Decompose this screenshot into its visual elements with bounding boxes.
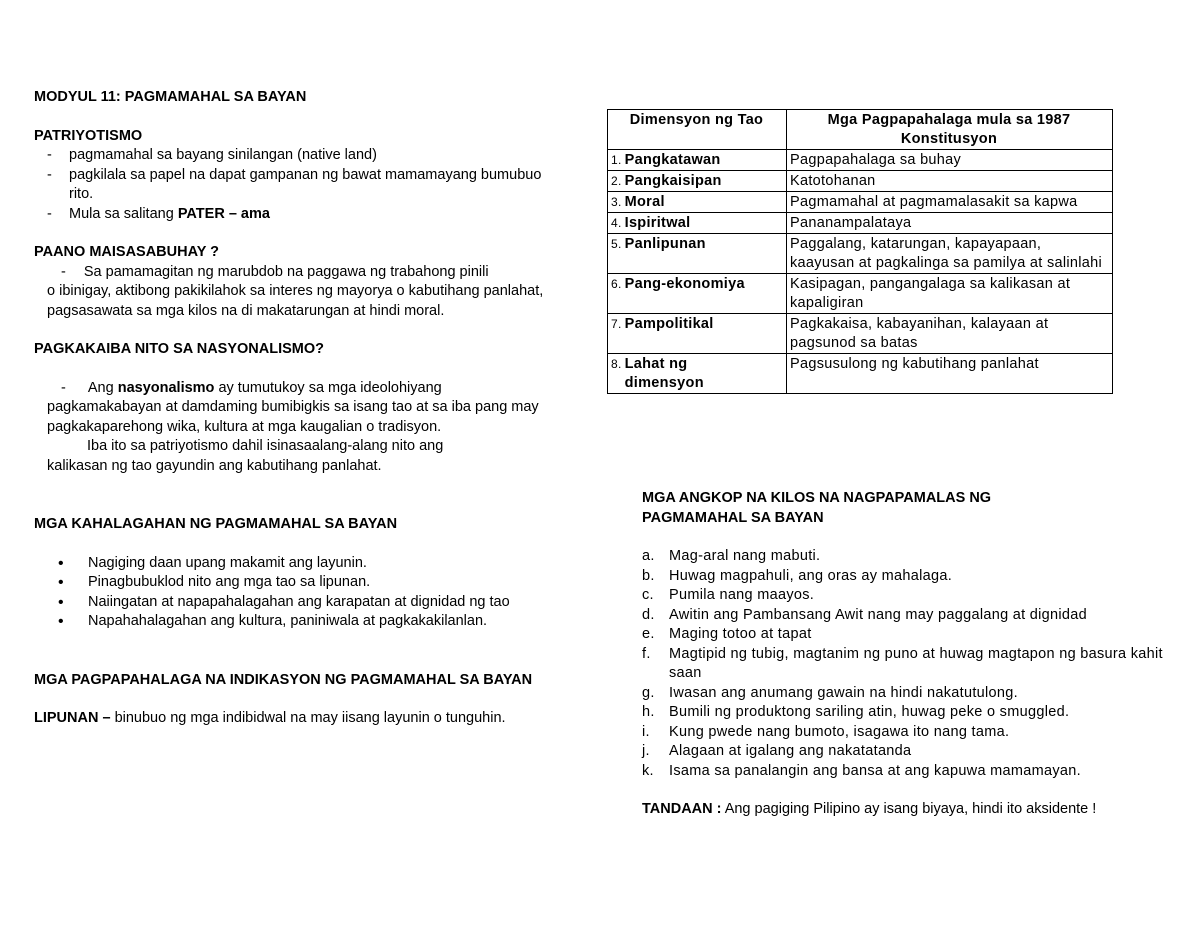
dash-marker: - bbox=[61, 263, 66, 280]
dimension-name: Pang-ekonomiya bbox=[624, 276, 745, 292]
row-number: 2. bbox=[611, 174, 622, 188]
list-item bbox=[34, 205, 564, 225]
list-item: - pagkilala sa papel na dapat gampanan ng bawat mamamayang bumubuo rito. bbox=[34, 166, 564, 205]
value-cell: Katotohanan bbox=[787, 171, 1113, 192]
dimension-cell bbox=[608, 274, 787, 314]
column-header: Dimensyon ng Tao bbox=[608, 110, 787, 150]
row-number: 4. bbox=[611, 216, 622, 230]
table-row bbox=[608, 171, 1113, 192]
list-text: Mag-aral nang mabuti. bbox=[669, 548, 821, 564]
list-marker: i. bbox=[642, 723, 650, 740]
list-item: - pagmamahal sa bayang sinilangan (native land) bbox=[34, 146, 564, 166]
list-text: Bumili ng produktong sariling atin, huwag peke o smuggled. bbox=[669, 704, 1070, 720]
values-heading: MGA PAGPAPAHALAGA NA INDIKASYON NG PAGMAMAHAL SA BAYAN bbox=[34, 671, 533, 688]
lipunan-text: binubuo ng mga indibidwal na may iisang layunin o tunguhin. bbox=[110, 710, 506, 726]
list-item: • Nagiging daan upang makamit ang layunin. bbox=[34, 554, 564, 574]
list-text: Maging totoo at tapat bbox=[669, 626, 812, 642]
row-number: 5. bbox=[611, 237, 622, 251]
right-column bbox=[642, 489, 1182, 820]
dimension-name: Moral bbox=[624, 194, 665, 210]
dimension-cell bbox=[608, 150, 787, 171]
dimension-name: Ispiritwal bbox=[624, 215, 691, 231]
table-row bbox=[608, 150, 1113, 171]
list-item bbox=[642, 684, 1182, 704]
dimension-name: Panlipunan bbox=[624, 236, 706, 252]
list-text: Isama sa panalangin ang bansa at ang kapuwa mamamayan. bbox=[669, 762, 1081, 779]
actions-heading: MGA ANGKOP NA KILOS NA NAGPAPAMALAS NG PAGMAMAHAL SA BAYAN bbox=[642, 490, 992, 526]
list-item bbox=[642, 547, 1182, 567]
dimension-cell bbox=[608, 192, 787, 213]
dimension-name: Pangkatawan bbox=[624, 152, 721, 168]
difference-rest: pagkamakabayan at damdaming bumibigkis sa isang tao at sa iba pang may pagkakaparehong wika, kultura at mga kaugalian o tradisyon. bbox=[47, 399, 539, 435]
remember-text: Ang pagiging Pilipino ay isang biyaya, hindi ito aksidente ! bbox=[721, 801, 1097, 817]
list-text: Iwasan ang anumang gawain na hindi nakatutulong. bbox=[669, 684, 1018, 701]
dimension-cell bbox=[608, 314, 787, 354]
row-number: 7. bbox=[611, 317, 622, 331]
list-marker: b. bbox=[642, 567, 655, 584]
remember-label: TANDAAN : bbox=[642, 801, 722, 817]
remember-note bbox=[642, 800, 1182, 820]
list-item: • Pinagbubuklod nito ang mga tao sa lipunan. bbox=[34, 573, 564, 593]
list-text: Pumila nang maayos. bbox=[669, 587, 815, 603]
table-body bbox=[608, 150, 1113, 394]
lipunan-term: LIPUNAN – bbox=[34, 710, 111, 726]
list-marker: c. bbox=[642, 587, 654, 603]
list-marker: j. bbox=[642, 743, 650, 759]
table-row bbox=[608, 274, 1113, 314]
list-marker: d. bbox=[642, 606, 655, 623]
dimension-name: Pangkaisipan bbox=[624, 173, 722, 189]
dimensions-table bbox=[607, 109, 1113, 394]
dimension-cell bbox=[608, 213, 787, 234]
difference-heading: PAGKAKAIBA NITO SA NASYONALISMO? bbox=[34, 341, 325, 357]
dimension-name: Pampolitikal bbox=[624, 316, 714, 332]
dimension-cell bbox=[608, 234, 787, 274]
list-item bbox=[642, 625, 1182, 645]
table-row bbox=[608, 354, 1113, 394]
lipunan-definition bbox=[34, 709, 564, 729]
table-row bbox=[608, 314, 1113, 354]
table-header-row bbox=[608, 110, 1113, 150]
list-marker: f. bbox=[642, 645, 651, 662]
difference-post: ay tumutukoy sa mga ideolohiyang bbox=[214, 379, 442, 396]
patriotism-list bbox=[34, 146, 564, 224]
value-cell: Pagpapahalaga sa buhay bbox=[787, 150, 1113, 171]
module-title: MODYUL 11: PAGMAMAHAL SA BAYAN bbox=[34, 89, 307, 105]
pater-term: PATER – ama bbox=[177, 205, 270, 222]
how-paragraph bbox=[34, 263, 564, 322]
list-text: Awitin ang Pambansang Awit nang may paggalang at dignidad bbox=[669, 606, 1088, 623]
list-text: Huwag magpahuli, ang oras ay mahalaga. bbox=[669, 567, 953, 584]
list-item: • Napahahalagahan ang kultura, paniniwala at pagkakakilanlan. bbox=[34, 612, 564, 632]
how-heading: PAANO MAISASABUHAY ? bbox=[34, 244, 220, 260]
value-cell: Pagsusulong ng kabutihang panlahat bbox=[787, 354, 1113, 394]
dimension-name: Lahat ng dimensyon bbox=[624, 356, 704, 391]
row-number: 8. bbox=[611, 357, 622, 371]
list-item bbox=[642, 703, 1182, 723]
row-number: 6. bbox=[611, 277, 622, 291]
dimension-cell bbox=[608, 171, 787, 192]
list-marker: g. bbox=[642, 684, 655, 701]
value-cell: Pagkakaisa, kabayanihan, kalayaan at pagsunod sa batas bbox=[787, 314, 1113, 354]
value-cell: Kasipagan, pangangalaga sa kalikasan at kapaligiran bbox=[787, 274, 1113, 314]
list-item bbox=[642, 762, 1182, 782]
list-item bbox=[642, 742, 1182, 762]
table-row bbox=[608, 192, 1113, 213]
list-marker: a. bbox=[642, 548, 655, 564]
how-first-line: Sa pamamagitan ng marubdob na paggawa ng trabahong pinili bbox=[83, 263, 489, 280]
table-row bbox=[608, 234, 1113, 274]
list-item bbox=[642, 567, 1182, 587]
importance-list bbox=[34, 554, 564, 632]
list-marker: k. bbox=[642, 762, 654, 779]
difference-second-rest: kalikasan ng tao gayundin ang kabutihang panlahat. bbox=[47, 457, 382, 474]
importance-heading: MGA KAHALAGAHAN NG PAGMAMAHAL SA BAYAN bbox=[34, 516, 398, 532]
patriotism-heading: PATRIYOTISMO bbox=[34, 127, 143, 144]
value-cell: Pananampalataya bbox=[787, 213, 1113, 234]
difference-pre: Ang bbox=[87, 379, 118, 396]
nasyonalismo-term: nasyonalismo bbox=[117, 379, 215, 396]
list-item bbox=[642, 586, 1182, 606]
list-item bbox=[642, 606, 1182, 626]
how-rest: o ibinigay, aktibong pakikilahok sa interes ng mayorya o kabutihang panlahat, pagsasawata sa mga kilos na di makatarungan at hindi moral. bbox=[47, 283, 544, 319]
dimension-cell bbox=[608, 354, 787, 394]
dash-marker: - bbox=[61, 379, 66, 396]
list-item bbox=[642, 723, 1182, 743]
list-text: Alagaan at igalang ang nakatatanda bbox=[669, 743, 912, 759]
pater-prefix: Mula sa salitang bbox=[69, 205, 178, 222]
value-cell: Paggalang, katarungan, kapayapaan, kaayusan at pagkalinga sa pamilya at salinlahi bbox=[787, 234, 1113, 274]
list-text: Magtipid ng tubig, magtanim ng puno at huwag magtapon ng basura kahit saan bbox=[669, 645, 1163, 681]
value-cell: Pagmamahal at pagmamalasakit sa kapwa bbox=[787, 192, 1113, 213]
list-marker: e. bbox=[642, 626, 655, 642]
list-item bbox=[642, 645, 1182, 684]
list-marker: h. bbox=[642, 704, 655, 720]
column-header: Mga Pagpapahalaga mula sa 1987 Konstitusyon bbox=[787, 110, 1113, 150]
difference-second-first: Iba ito sa patriyotismo dahil isinasaalang-alang nito ang bbox=[87, 438, 444, 454]
list-item: • Naiingatan at napapahalagahan ang karapatan at dignidad ng tao bbox=[34, 593, 564, 613]
list-text: Kung pwede nang bumoto, isagawa ito nang tama. bbox=[669, 723, 1010, 740]
difference-paragraph bbox=[34, 379, 564, 477]
left-column bbox=[34, 88, 564, 729]
row-number: 1. bbox=[611, 153, 622, 167]
table-row bbox=[608, 213, 1113, 234]
actions-list bbox=[642, 547, 1182, 781]
row-number: 3. bbox=[611, 195, 622, 209]
